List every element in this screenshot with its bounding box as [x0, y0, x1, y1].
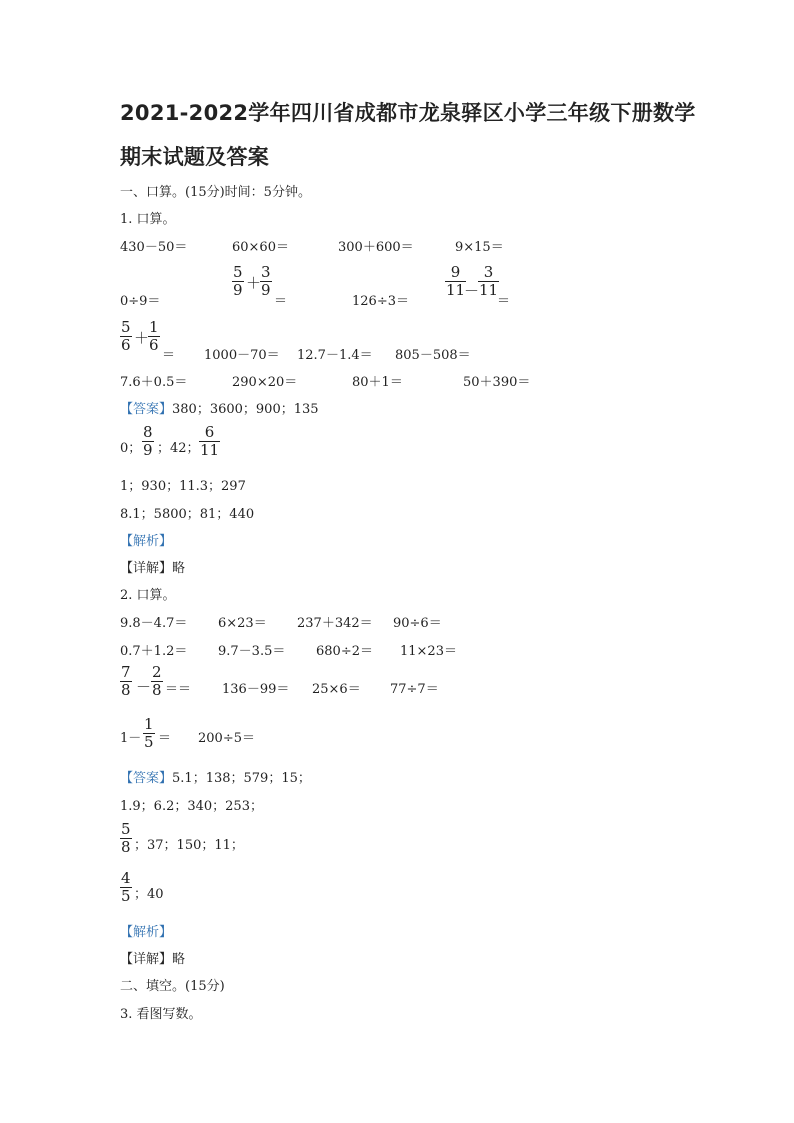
q1-row3-item3: 12.7－1.4＝ [297, 348, 373, 363]
fraction [143, 716, 155, 751]
fraction [120, 870, 132, 905]
denominator: 5 [121, 887, 131, 905]
q1-row3-item2: 1000－70＝ [204, 348, 280, 363]
numerator: 1 [149, 318, 159, 336]
equals-sign: ＝ [497, 294, 511, 309]
q1-label: 1. 口算。 [120, 212, 176, 227]
fraction [120, 821, 132, 856]
denominator: 9 [261, 281, 271, 299]
q2-row3-item3: 25×6＝ [312, 682, 361, 697]
q1-answer-line4: 8.1；5800；81；440 [120, 507, 255, 522]
fraction [260, 264, 272, 299]
q2-row1-item4: 90÷6＝ [393, 616, 442, 631]
numerator: 5 [233, 263, 243, 281]
numerator: 9 [450, 263, 461, 281]
q2-answer-line4-rest: ；40 [134, 887, 164, 902]
minus-operator: － [464, 282, 480, 300]
denominator: 9 [143, 441, 153, 459]
q2-row3-item2: 136－99＝ [222, 682, 290, 697]
q1-detail: 【详解】略 [120, 561, 186, 576]
denominator: 8 [121, 681, 131, 699]
q2-row2-item3: 680÷2＝ [316, 644, 373, 659]
q1-row1-item3: 300＋600＝ [338, 240, 414, 255]
q1-analysis-tag: 【解析】 [120, 534, 173, 549]
q1-row1-item4: 9×15＝ [455, 240, 504, 255]
fraction [445, 264, 466, 299]
numerator: 6 [204, 423, 215, 441]
q2-row1-item3: 237＋342＝ [297, 616, 373, 631]
denominator: 8 [152, 681, 162, 699]
q1-row1-item2: 60×60＝ [232, 240, 289, 255]
q1-row2-item3: 126÷3＝ [352, 294, 409, 309]
numerator: 4 [121, 869, 131, 887]
answer-tag: 【答案】 [120, 402, 173, 417]
denominator: 11 [446, 281, 466, 299]
q1-answer-line3: 1；930；11.3；297 [120, 479, 246, 494]
answer-middle: ；42； [157, 441, 200, 456]
answer-values: 5.1；138；579；15； [172, 771, 311, 786]
q2-label: 2. 口算。 [120, 588, 176, 603]
q2-analysis-tag: 【解析】 [120, 925, 173, 940]
denominator: 5 [144, 733, 154, 751]
denominator: 8 [121, 838, 131, 856]
fraction [478, 264, 499, 299]
fraction [142, 424, 154, 459]
numerator: 2 [152, 663, 162, 681]
q1-row1-item1: 430－50＝ [120, 240, 188, 255]
q2-answer-line1 [120, 767, 311, 786]
equals-sign: ＝ [162, 348, 176, 363]
numerator: 5 [121, 820, 131, 838]
equals-sign: ＝ [274, 294, 288, 309]
denominator: 6 [121, 336, 131, 354]
fraction [120, 319, 132, 354]
q1-row4-item4: 50＋390＝ [463, 375, 531, 390]
q1-row4-item3: 80＋1＝ [352, 375, 403, 390]
q1-row4-item1: 7.6＋0.5＝ [120, 375, 188, 390]
q2-row3-item4: 77÷7＝ [390, 682, 439, 697]
answer-tag: 【答案】 [120, 771, 173, 786]
q2-detail: 【详解】略 [120, 952, 186, 967]
numerator: 3 [483, 263, 494, 281]
numerator: 8 [143, 423, 153, 441]
q2-row2-item2: 9.7－3.5＝ [218, 644, 286, 659]
document-title-line2: 期末试题及答案 [120, 145, 270, 169]
numerator: 7 [121, 663, 131, 681]
numerator: 1 [144, 715, 154, 733]
fraction [232, 264, 244, 299]
q2-answer-line2: 1.9；6.2；340；253； [120, 799, 263, 814]
fraction [148, 319, 160, 354]
denominator: 6 [149, 336, 159, 354]
q2-answer-line3-rest: ；37；150；11； [134, 838, 244, 853]
q2-row1-item1: 9.8－4.7＝ [120, 616, 188, 631]
denominator: 11 [479, 281, 499, 299]
denominator: 11 [200, 441, 220, 459]
answer-values: 380；3600；900；135 [172, 402, 319, 417]
numerator: 5 [121, 318, 131, 336]
section2-heading: 二、填空。(15分) [120, 979, 225, 994]
answer-prefix: 0； [120, 441, 142, 456]
equals-sign: ＝＝ [165, 682, 192, 697]
q2-row4-item2: 200÷5＝ [198, 731, 255, 746]
fraction [199, 424, 220, 459]
q1-row4-item2: 290×20＝ [232, 375, 298, 390]
q2-row1-item2: 6×23＝ [218, 616, 267, 631]
q1-row2-item1: 0÷9＝ [120, 294, 161, 309]
plus-operator: ＋ [246, 274, 262, 292]
document-title-line1: 2021-2022学年四川省成都市龙泉驿区小学三年级下册数学 [120, 101, 696, 125]
denominator: 9 [233, 281, 243, 299]
plus-operator: ＋ [134, 329, 150, 347]
q1-answer-line1 [120, 398, 319, 417]
fraction [120, 664, 132, 699]
fraction [151, 664, 163, 699]
q1-row3-item4: 805－508＝ [395, 348, 471, 363]
q3-label: 3. 看图写数。 [120, 1007, 202, 1022]
numerator: 3 [261, 263, 271, 281]
section1-heading: 一、口算。(15分)时间：5分钟。 [120, 185, 311, 200]
q2-row2-item4: 11×23＝ [400, 644, 457, 659]
one-minus: 1－ [120, 731, 142, 746]
q2-row2-item1: 0.7＋1.2＝ [120, 644, 188, 659]
minus-operator: － [136, 678, 152, 696]
equals-sign: ＝ [158, 731, 172, 746]
